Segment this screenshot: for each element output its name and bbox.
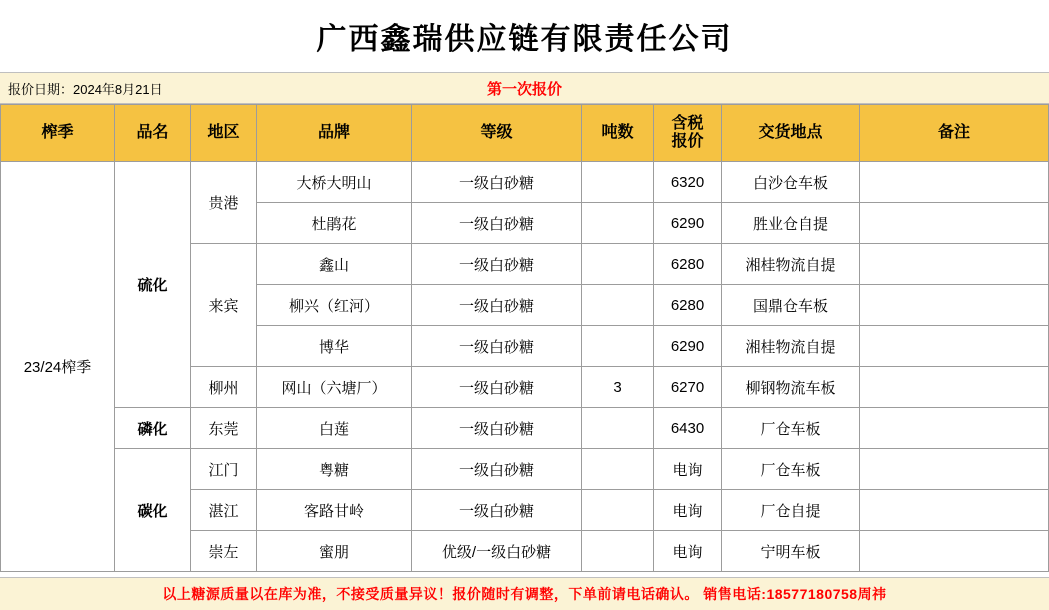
cell-delivery-place: 湘桂物流自提 [722,244,860,285]
cell-grade: 一级白砂糖 [412,449,582,490]
col-header-region: 地区 [191,105,257,162]
cell-grade: 一级白砂糖 [412,408,582,449]
cell-tons: 3 [582,367,654,408]
cell-region: 湛江 [191,490,257,531]
col-header-season: 榨季 [1,105,115,162]
cell-tons [582,326,654,367]
cell-remark [860,162,1049,203]
cell-delivery-place: 柳钢物流车板 [722,367,860,408]
cell-price: 6430 [654,408,722,449]
col-header-tons: 吨数 [582,105,654,162]
col-header-grade: 等级 [412,105,582,162]
cell-grade: 一级白砂糖 [412,285,582,326]
cell-remark [860,408,1049,449]
cell-delivery-place: 胜业仓自提 [722,203,860,244]
cell-tons [582,490,654,531]
cell-season: 23/24榨季 [1,162,115,572]
quote-date: 报价日期：2024年8月21日 [8,81,163,97]
cell-delivery-place: 湘桂物流自提 [722,326,860,367]
cell-grade: 一级白砂糖 [412,367,582,408]
col-header-product: 品名 [115,105,191,162]
cell-region: 江门 [191,449,257,490]
cell-tons [582,408,654,449]
table-body [1,162,1049,572]
col-header-price-line2: 报价 [671,133,704,150]
cell-delivery-place: 厂仓车板 [722,408,860,449]
cell-region: 贵港 [191,162,257,244]
cell-remark [860,531,1049,572]
quote-info-bar [0,73,1049,104]
cell-remark [860,244,1049,285]
cell-remark [860,367,1049,408]
cell-delivery-place: 国鼎仓车板 [722,285,860,326]
cell-price: 电询 [654,449,722,490]
cell-region: 柳州 [191,367,257,408]
cell-remark [860,285,1049,326]
cell-price: 6290 [654,203,722,244]
cell-tons [582,203,654,244]
cell-delivery-place: 白沙仓车板 [722,162,860,203]
table-row [1,408,1049,449]
footer-notice: 以上糖源质量以在库为准，不接受质量异议！报价随时有调整，下单前请电话确认。 销售电话:18577180758周祎 [162,586,887,602]
col-header-remark: 备注 [860,105,1049,162]
title-bar [0,0,1049,73]
cell-brand: 白莲 [257,408,412,449]
cell-grade: 优级/一级白砂糖 [412,531,582,572]
cell-region: 崇左 [191,531,257,572]
cell-product-process: 硫化 [115,162,191,408]
cell-product-process: 磷化 [115,408,191,449]
cell-region: 东莞 [191,408,257,449]
cell-tons [582,162,654,203]
cell-brand: 博华 [257,326,412,367]
cell-delivery-place: 厂仓自提 [722,490,860,531]
cell-product-process: 碳化 [115,449,191,572]
quote-round-label: 第一次报价 [486,80,562,98]
cell-delivery-place: 宁明车板 [722,531,860,572]
cell-remark [860,449,1049,490]
cell-remark [860,326,1049,367]
cell-brand: 大桥大明山 [257,162,412,203]
cell-price: 电询 [654,531,722,572]
price-table [0,104,1049,572]
cell-brand: 网山（六塘厂） [257,367,412,408]
cell-price: 6270 [654,367,722,408]
cell-grade: 一级白砂糖 [412,490,582,531]
page-title: 广西鑫瑞供应链有限责任公司 [316,23,733,56]
table-header-row [1,105,1049,162]
cell-tons [582,531,654,572]
table-row [1,449,1049,490]
cell-brand: 蜜朋 [257,531,412,572]
cell-price: 6280 [654,285,722,326]
footer-notice-bar [0,577,1049,610]
table-row [1,162,1049,203]
cell-brand: 鑫山 [257,244,412,285]
cell-tons [582,285,654,326]
col-header-delivery-place: 交货地点 [722,105,860,162]
col-header-price-line1: 含税 [671,114,704,132]
cell-brand: 粤糖 [257,449,412,490]
cell-grade: 一级白砂糖 [412,244,582,285]
cell-region: 来宾 [191,244,257,367]
cell-grade: 一级白砂糖 [412,203,582,244]
cell-price: 电询 [654,490,722,531]
cell-remark [860,490,1049,531]
cell-price: 6290 [654,326,722,367]
col-header-price [654,105,722,162]
cell-price: 6320 [654,162,722,203]
cell-tons [582,244,654,285]
cell-brand: 杜鹃花 [257,203,412,244]
col-header-brand: 品牌 [257,105,412,162]
cell-grade: 一级白砂糖 [412,326,582,367]
cell-grade: 一级白砂糖 [412,162,582,203]
cell-remark [860,203,1049,244]
cell-tons [582,449,654,490]
cell-brand: 柳兴（红河） [257,285,412,326]
cell-price: 6280 [654,244,722,285]
cell-brand: 客路甘岭 [257,490,412,531]
cell-delivery-place: 厂仓车板 [722,449,860,490]
